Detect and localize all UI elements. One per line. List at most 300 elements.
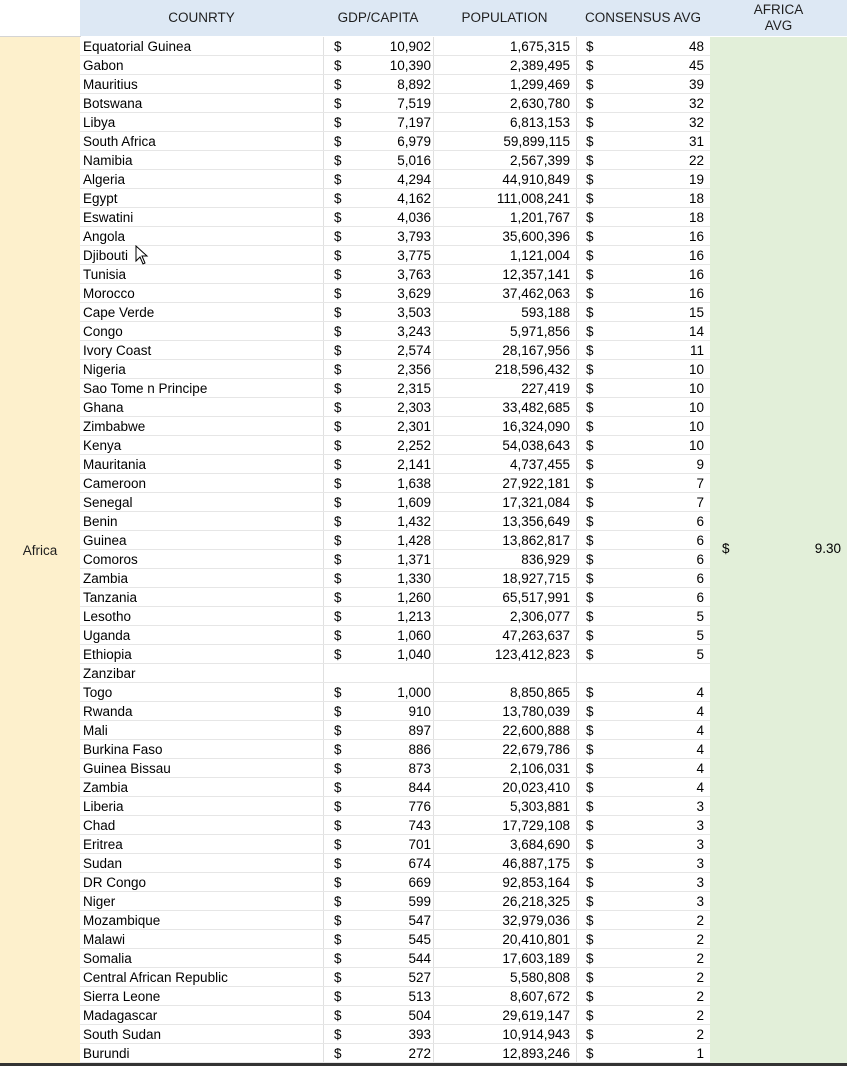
table-row[interactable] — [80, 531, 710, 550]
gdp-currency[interactable]: $ — [334, 913, 342, 928]
country-cell[interactable]: Guinea — [83, 533, 127, 548]
gdp-cell[interactable]: 393 — [408, 1027, 431, 1042]
population-cell[interactable]: 227,419 — [521, 381, 570, 396]
consensus-currency[interactable]: $ — [586, 438, 594, 453]
population-cell[interactable]: 593,188 — [521, 305, 570, 320]
country-cell[interactable]: Libya — [83, 115, 116, 130]
population-cell[interactable]: 1,299,469 — [509, 77, 570, 92]
gdp-currency[interactable]: $ — [334, 495, 342, 510]
gdp-cell[interactable]: 1,371 — [397, 552, 431, 567]
gdp-currency[interactable]: $ — [334, 286, 342, 301]
population-cell[interactable]: 8,607,672 — [509, 989, 570, 1004]
consensus-currency[interactable]: $ — [586, 609, 594, 624]
consensus-cell[interactable]: 11 — [689, 343, 704, 358]
population-cell[interactable]: 5,303,881 — [509, 799, 570, 814]
country-cell[interactable]: Nigeria — [83, 362, 126, 377]
gdp-cell[interactable]: 513 — [408, 989, 431, 1004]
consensus-currency[interactable]: $ — [586, 761, 594, 776]
gdp-cell[interactable]: 2,303 — [397, 400, 431, 415]
country-cell[interactable]: Ethiopia — [83, 647, 132, 662]
gdp-currency[interactable]: $ — [334, 951, 342, 966]
population-cell[interactable]: 27,922,181 — [502, 476, 570, 491]
gdp-cell[interactable]: 4,036 — [397, 210, 431, 225]
gdp-cell[interactable]: 3,775 — [397, 248, 431, 263]
gdp-cell[interactable]: 910 — [408, 704, 431, 719]
consensus-cell[interactable]: 5 — [696, 628, 704, 643]
gdp-currency[interactable]: $ — [334, 438, 342, 453]
country-cell[interactable]: South Africa — [83, 134, 156, 149]
table-row[interactable] — [80, 797, 710, 816]
country-cell[interactable]: Malawi — [83, 932, 126, 947]
consensus-currency[interactable]: $ — [586, 324, 594, 339]
consensus-cell[interactable]: 6 — [696, 552, 704, 567]
gdp-currency[interactable]: $ — [334, 571, 342, 586]
table-row[interactable] — [80, 626, 710, 645]
gdp-currency[interactable]: $ — [334, 989, 342, 1004]
table-row[interactable] — [80, 303, 710, 322]
gdp-cell[interactable]: 2,301 — [397, 419, 431, 434]
gdp-cell[interactable]: 3,793 — [397, 229, 431, 244]
consensus-cell[interactable]: 1 — [696, 1046, 704, 1061]
consensus-cell[interactable]: 3 — [696, 856, 704, 871]
population-cell[interactable]: 123,412,823 — [494, 647, 570, 662]
country-cell[interactable]: Madagascar — [83, 1008, 158, 1023]
gdp-cell[interactable]: 886 — [408, 742, 431, 757]
population-cell[interactable]: 111,008,241 — [496, 191, 570, 206]
gdp-currency[interactable]: $ — [334, 856, 342, 871]
table-row[interactable] — [80, 189, 710, 208]
table-row[interactable] — [80, 341, 710, 360]
population-cell[interactable]: 1,201,767 — [509, 210, 570, 225]
consensus-currency[interactable]: $ — [586, 704, 594, 719]
gdp-cell[interactable]: 10,390 — [389, 58, 431, 73]
country-cell[interactable]: Morocco — [83, 286, 135, 301]
gdp-cell[interactable]: 1,432 — [397, 514, 431, 529]
consensus-cell[interactable]: 2 — [696, 970, 704, 985]
consensus-cell[interactable]: 32 — [688, 115, 704, 130]
gdp-cell[interactable]: 7,519 — [397, 96, 431, 111]
consensus-currency[interactable]: $ — [586, 153, 594, 168]
country-cell[interactable]: DR Congo — [83, 875, 147, 890]
population-cell[interactable]: 1,121,004 — [509, 248, 570, 263]
gdp-cell[interactable]: 873 — [408, 761, 431, 776]
table-row[interactable] — [80, 968, 710, 987]
population-cell[interactable]: 59,899,115 — [503, 134, 570, 149]
consensus-currency[interactable]: $ — [586, 875, 594, 890]
consensus-currency[interactable]: $ — [586, 552, 594, 567]
table-row[interactable] — [80, 37, 710, 56]
gdp-cell[interactable]: 4,294 — [397, 172, 431, 187]
consensus-currency[interactable]: $ — [586, 894, 594, 909]
consensus-currency[interactable]: $ — [586, 191, 594, 206]
country-cell[interactable]: Zambia — [83, 780, 129, 795]
population-cell[interactable]: 13,862,817 — [502, 533, 570, 548]
country-cell[interactable]: Kenya — [83, 438, 122, 453]
country-cell[interactable]: Tunisia — [83, 267, 127, 282]
consensus-currency[interactable]: $ — [586, 970, 594, 985]
consensus-cell[interactable]: 31 — [688, 134, 704, 149]
table-row[interactable] — [80, 892, 710, 911]
consensus-currency[interactable]: $ — [586, 1008, 594, 1023]
consensus-currency[interactable]: $ — [586, 248, 594, 263]
gdp-cell[interactable]: 5,016 — [397, 153, 431, 168]
consensus-cell[interactable]: 45 — [688, 58, 704, 73]
population-cell[interactable]: 22,600,888 — [502, 723, 570, 738]
population-cell[interactable]: 28,167,956 — [502, 343, 570, 358]
gdp-currency[interactable]: $ — [334, 1027, 342, 1042]
consensus-currency[interactable]: $ — [586, 343, 594, 358]
consensus-currency[interactable]: $ — [586, 1046, 594, 1061]
population-cell[interactable]: 17,321,084 — [502, 495, 570, 510]
consensus-currency[interactable]: $ — [586, 856, 594, 871]
country-cell[interactable]: Niger — [83, 894, 116, 909]
consensus-currency[interactable]: $ — [586, 362, 594, 377]
gdp-currency[interactable]: $ — [334, 647, 342, 662]
table-row[interactable] — [80, 417, 710, 436]
gdp-currency[interactable]: $ — [334, 685, 342, 700]
table-row[interactable] — [80, 512, 710, 531]
consensus-currency[interactable]: $ — [586, 1027, 594, 1042]
country-cell[interactable]: Burundi — [83, 1046, 130, 1061]
consensus-currency[interactable]: $ — [586, 989, 594, 1004]
population-cell[interactable]: 18,927,715 — [502, 571, 570, 586]
consensus-cell[interactable]: 10 — [688, 419, 704, 434]
country-cell[interactable]: Botswana — [83, 96, 143, 111]
consensus-currency[interactable]: $ — [586, 818, 594, 833]
gdp-currency[interactable]: $ — [334, 932, 342, 947]
gdp-currency[interactable]: $ — [334, 590, 342, 605]
consensus-currency[interactable]: $ — [586, 419, 594, 434]
population-cell[interactable]: 10,914,943 — [502, 1027, 570, 1042]
population-cell[interactable]: 1,675,315 — [509, 39, 570, 54]
country-cell[interactable]: Zambia — [83, 571, 129, 586]
consensus-cell[interactable]: 4 — [696, 780, 704, 795]
country-cell[interactable]: Egypt — [83, 191, 118, 206]
population-cell[interactable]: 12,893,246 — [502, 1046, 570, 1061]
gdp-cell[interactable]: 544 — [408, 951, 431, 966]
gdp-cell[interactable]: 599 — [408, 894, 431, 909]
consensus-currency[interactable]: $ — [586, 723, 594, 738]
table-row[interactable] — [80, 474, 710, 493]
table-row[interactable] — [80, 683, 710, 702]
table-row[interactable] — [80, 436, 710, 455]
country-cell[interactable]: Cape Verde — [83, 305, 155, 320]
consensus-cell[interactable]: 6 — [696, 514, 704, 529]
gdp-currency[interactable]: $ — [334, 875, 342, 890]
consensus-cell[interactable]: 22 — [688, 153, 704, 168]
gdp-currency[interactable]: $ — [334, 533, 342, 548]
header-population[interactable]: POPULATION — [433, 0, 576, 36]
country-cell[interactable]: Somalia — [83, 951, 132, 966]
consensus-cell[interactable]: 2 — [696, 932, 704, 947]
consensus-currency[interactable]: $ — [586, 571, 594, 586]
country-cell[interactable]: Mozambique — [83, 913, 161, 928]
table-row[interactable] — [80, 75, 710, 94]
consensus-cell[interactable]: 10 — [688, 438, 704, 453]
gdp-cell[interactable]: 2,356 — [397, 362, 431, 377]
consensus-cell[interactable]: 16 — [688, 267, 704, 282]
gdp-currency[interactable]: $ — [334, 723, 342, 738]
consensus-cell[interactable]: 3 — [696, 894, 704, 909]
country-cell[interactable]: Comoros — [83, 552, 138, 567]
gdp-currency[interactable]: $ — [334, 305, 342, 320]
table-row[interactable] — [80, 151, 710, 170]
consensus-cell[interactable]: 2 — [696, 951, 704, 966]
country-cell[interactable]: Equatorial Guinea — [83, 39, 192, 54]
consensus-cell[interactable]: 3 — [696, 837, 704, 852]
population-cell[interactable]: 5,580,808 — [509, 970, 570, 985]
gdp-cell[interactable]: 1,260 — [397, 590, 431, 605]
consensus-currency[interactable]: $ — [586, 267, 594, 282]
consensus-currency[interactable]: $ — [586, 780, 594, 795]
table-row[interactable] — [80, 550, 710, 569]
population-cell[interactable]: 2,389,495 — [509, 58, 570, 73]
gdp-cell[interactable]: 3,629 — [397, 286, 431, 301]
consensus-cell[interactable]: 16 — [688, 286, 704, 301]
table-row[interactable] — [80, 721, 710, 740]
country-cell[interactable]: Cameroon — [83, 476, 147, 491]
consensus-cell[interactable]: 6 — [696, 571, 704, 586]
gdp-cell[interactable]: 3,763 — [397, 267, 431, 282]
gdp-cell[interactable]: 2,315 — [397, 381, 431, 396]
country-cell[interactable]: Djibouti — [83, 248, 129, 263]
table-row[interactable] — [80, 322, 710, 341]
consensus-cell[interactable]: 19 — [688, 172, 704, 187]
country-cell[interactable]: Burkina Faso — [83, 742, 163, 757]
consensus-currency[interactable]: $ — [586, 913, 594, 928]
population-cell[interactable]: 29,619,147 — [502, 1008, 570, 1023]
consensus-cell[interactable]: 4 — [696, 742, 704, 757]
gdp-currency[interactable]: $ — [334, 609, 342, 624]
consensus-cell[interactable]: 32 — [688, 96, 704, 111]
gdp-cell[interactable]: 1,638 — [397, 476, 431, 491]
table-row[interactable] — [80, 56, 710, 75]
population-cell[interactable]: 65,517,991 — [502, 590, 570, 605]
gdp-cell[interactable]: 504 — [408, 1008, 431, 1023]
consensus-cell[interactable]: 5 — [696, 647, 704, 662]
country-cell[interactable]: Algeria — [83, 172, 126, 187]
gdp-currency[interactable]: $ — [334, 191, 342, 206]
population-cell[interactable]: 13,780,039 — [502, 704, 570, 719]
gdp-currency[interactable]: $ — [334, 210, 342, 225]
population-cell[interactable]: 5,971,856 — [509, 324, 570, 339]
country-cell[interactable]: Benin — [83, 514, 118, 529]
gdp-currency[interactable]: $ — [334, 476, 342, 491]
gdp-cell[interactable]: 1,040 — [397, 647, 431, 662]
country-cell[interactable]: Central African Republic — [83, 970, 228, 985]
country-cell[interactable]: Ghana — [83, 400, 124, 415]
country-cell[interactable]: Eswatini — [83, 210, 134, 225]
gdp-cell[interactable]: 2,574 — [397, 343, 431, 358]
gdp-currency[interactable]: $ — [334, 400, 342, 415]
header-blank-cell[interactable] — [0, 0, 81, 37]
gdp-cell[interactable]: 4,162 — [397, 191, 431, 206]
consensus-cell[interactable]: 39 — [688, 77, 704, 92]
consensus-cell[interactable]: 16 — [688, 248, 704, 263]
gdp-cell[interactable]: 3,503 — [397, 305, 431, 320]
gdp-currency[interactable]: $ — [334, 77, 342, 92]
country-cell[interactable]: Mali — [83, 723, 108, 738]
population-cell[interactable]: 836,929 — [521, 552, 570, 567]
gdp-currency[interactable]: $ — [334, 818, 342, 833]
gdp-currency[interactable]: $ — [334, 362, 342, 377]
gdp-currency[interactable]: $ — [334, 894, 342, 909]
table-row[interactable] — [80, 1044, 710, 1063]
gdp-cell[interactable]: 1,000 — [397, 685, 431, 700]
table-row[interactable] — [80, 930, 710, 949]
consensus-currency[interactable]: $ — [586, 457, 594, 472]
consensus-cell[interactable]: 2 — [696, 989, 704, 1004]
consensus-cell[interactable]: 7 — [696, 476, 704, 491]
table-row[interactable] — [80, 759, 710, 778]
table-row[interactable] — [80, 132, 710, 151]
table-row[interactable] — [80, 854, 710, 873]
gdp-cell[interactable]: 8,892 — [397, 77, 431, 92]
consensus-currency[interactable]: $ — [586, 533, 594, 548]
gdp-currency[interactable]: $ — [334, 1008, 342, 1023]
population-cell[interactable]: 4,737,455 — [509, 457, 570, 472]
consensus-currency[interactable]: $ — [586, 742, 594, 757]
table-row[interactable] — [80, 835, 710, 854]
consensus-cell[interactable]: 48 — [688, 39, 704, 54]
country-cell[interactable]: Eritrea — [83, 837, 123, 852]
consensus-currency[interactable]: $ — [586, 685, 594, 700]
country-cell[interactable]: Guinea Bissau — [83, 761, 171, 776]
population-cell[interactable]: 16,324,090 — [502, 419, 570, 434]
table-row[interactable] — [80, 949, 710, 968]
consensus-cell[interactable]: 10 — [688, 362, 704, 377]
table-row[interactable] — [80, 265, 710, 284]
gdp-currency[interactable]: $ — [334, 799, 342, 814]
consensus-cell[interactable]: 14 — [688, 324, 704, 339]
population-cell[interactable]: 12,357,141 — [502, 267, 570, 282]
gdp-currency[interactable]: $ — [334, 96, 342, 111]
table-row[interactable] — [80, 569, 710, 588]
consensus-currency[interactable]: $ — [586, 305, 594, 320]
population-cell[interactable]: 54,038,643 — [502, 438, 570, 453]
gdp-currency[interactable]: $ — [334, 172, 342, 187]
consensus-currency[interactable]: $ — [586, 400, 594, 415]
header-africa-avg[interactable]: AFRICA AVG — [710, 0, 847, 36]
gdp-currency[interactable]: $ — [334, 229, 342, 244]
country-cell[interactable]: Zanzibar — [83, 666, 136, 681]
gdp-currency[interactable]: $ — [334, 628, 342, 643]
consensus-cell[interactable]: 2 — [696, 1027, 704, 1042]
gdp-currency[interactable]: $ — [334, 552, 342, 567]
population-cell[interactable]: 8,850,865 — [509, 685, 570, 700]
gdp-cell[interactable]: 2,141 — [397, 457, 431, 472]
table-row[interactable] — [80, 170, 710, 189]
gdp-currency[interactable]: $ — [334, 153, 342, 168]
gdp-currency[interactable]: $ — [334, 742, 342, 757]
consensus-cell[interactable]: 4 — [696, 761, 704, 776]
consensus-cell[interactable]: 16 — [688, 229, 704, 244]
population-cell[interactable]: 44,910,849 — [502, 172, 570, 187]
gdp-cell[interactable]: 272 — [408, 1046, 431, 1061]
country-cell[interactable]: Gabon — [83, 58, 124, 73]
consensus-currency[interactable]: $ — [586, 590, 594, 605]
gdp-cell[interactable]: 1,428 — [397, 533, 431, 548]
population-cell[interactable]: 6,813,153 — [509, 115, 570, 130]
population-cell[interactable]: 218,596,432 — [494, 362, 570, 377]
table-row[interactable] — [80, 113, 710, 132]
consensus-cell[interactable]: 2 — [696, 1008, 704, 1023]
consensus-currency[interactable]: $ — [586, 647, 594, 662]
table-row[interactable] — [80, 1006, 710, 1025]
gdp-cell[interactable]: 527 — [408, 970, 431, 985]
population-cell[interactable]: 20,410,801 — [502, 932, 570, 947]
country-cell[interactable]: Lesotho — [83, 609, 132, 624]
consensus-cell[interactable]: 18 — [688, 191, 704, 206]
consensus-currency[interactable]: $ — [586, 77, 594, 92]
gdp-cell[interactable]: 674 — [408, 856, 431, 871]
consensus-cell[interactable]: 5 — [696, 609, 704, 624]
consensus-currency[interactable]: $ — [586, 837, 594, 852]
gdp-currency[interactable]: $ — [334, 761, 342, 776]
consensus-cell[interactable]: 18 — [688, 210, 704, 225]
gdp-currency[interactable]: $ — [334, 381, 342, 396]
table-row[interactable] — [80, 607, 710, 626]
gdp-currency[interactable]: $ — [334, 324, 342, 339]
gdp-currency[interactable]: $ — [334, 780, 342, 795]
consensus-cell[interactable]: 4 — [696, 704, 704, 719]
consensus-cell[interactable]: 10 — [688, 400, 704, 415]
gdp-currency[interactable]: $ — [334, 704, 342, 719]
consensus-currency[interactable]: $ — [586, 799, 594, 814]
consensus-currency[interactable]: $ — [586, 115, 594, 130]
country-cell[interactable]: Rwanda — [83, 704, 133, 719]
population-cell[interactable]: 32,979,036 — [502, 913, 570, 928]
gdp-currency[interactable]: $ — [334, 1046, 342, 1061]
gdp-cell[interactable]: 701 — [408, 837, 431, 852]
consensus-currency[interactable]: $ — [586, 210, 594, 225]
gdp-currency[interactable]: $ — [334, 58, 342, 73]
population-cell[interactable]: 35,600,396 — [502, 229, 570, 244]
country-cell[interactable]: Chad — [83, 818, 116, 833]
gdp-cell[interactable]: 7,197 — [397, 115, 431, 130]
population-cell[interactable]: 46,887,175 — [502, 856, 570, 871]
table-row[interactable] — [80, 94, 710, 113]
gdp-currency[interactable]: $ — [334, 837, 342, 852]
country-cell[interactable]: Angola — [83, 229, 126, 244]
region-cell[interactable] — [0, 37, 80, 1063]
population-cell[interactable]: 92,853,164 — [502, 875, 570, 890]
country-cell[interactable]: Sao Tome n Principe — [83, 381, 208, 396]
table-row[interactable] — [80, 1025, 710, 1044]
consensus-currency[interactable]: $ — [586, 172, 594, 187]
country-cell[interactable]: Mauritius — [83, 77, 138, 92]
gdp-cell[interactable]: 1,609 — [397, 495, 431, 510]
country-cell[interactable]: Tanzania — [83, 590, 138, 605]
gdp-cell[interactable]: 897 — [408, 723, 431, 738]
table-row[interactable] — [80, 740, 710, 759]
table-row[interactable] — [80, 284, 710, 303]
table-row[interactable] — [80, 778, 710, 797]
population-cell[interactable]: 2,106,031 — [509, 761, 570, 776]
table-row[interactable] — [80, 360, 710, 379]
gdp-cell[interactable]: 669 — [408, 875, 431, 890]
table-row[interactable] — [80, 379, 710, 398]
country-cell[interactable]: South Sudan — [83, 1027, 162, 1042]
consensus-cell[interactable]: 4 — [696, 685, 704, 700]
table-row[interactable] — [80, 645, 710, 664]
population-cell[interactable]: 33,482,685 — [502, 400, 570, 415]
population-cell[interactable]: 2,630,780 — [509, 96, 570, 111]
consensus-currency[interactable]: $ — [586, 476, 594, 491]
population-cell[interactable]: 26,218,325 — [502, 894, 570, 909]
consensus-currency[interactable]: $ — [586, 134, 594, 149]
consensus-cell[interactable]: 4 — [696, 723, 704, 738]
